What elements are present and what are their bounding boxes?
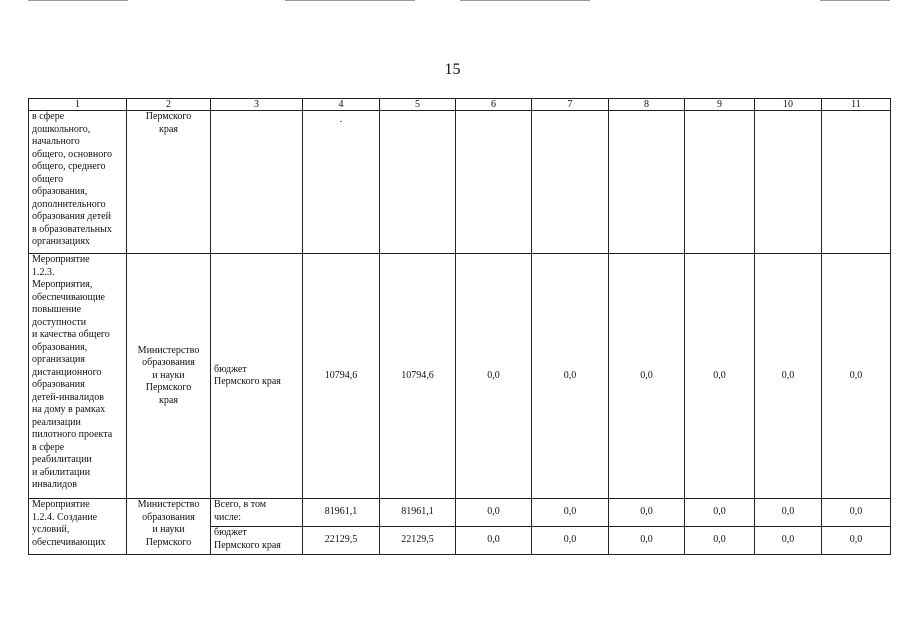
column-header: 6 [456, 99, 532, 111]
value-cell: 0,0 [822, 527, 891, 555]
value-cell: 0,0 [456, 499, 532, 527]
scan-edge-line [285, 0, 415, 1]
column-header: 5 [380, 99, 456, 111]
source-cell [211, 111, 303, 254]
value-cell: 0,0 [685, 527, 755, 555]
executor-cell: Министерство образования и науки Пермского края [127, 254, 211, 499]
scan-edge-line [460, 0, 590, 1]
scan-mark: · [339, 117, 343, 128]
value-cell [380, 111, 456, 254]
activity-name-cell: Мероприятие 1.2.4. Создание условий, обеспечивающих [29, 499, 127, 555]
value-cell [822, 111, 891, 254]
column-header: 3 [211, 99, 303, 111]
value-cell: 0,0 [532, 527, 609, 555]
value-cell [456, 111, 532, 254]
value-cell: 0,0 [822, 499, 891, 527]
table-row [29, 499, 891, 527]
value-cell [303, 111, 380, 254]
value-cell [609, 111, 685, 254]
source-cell: бюджет Пермского края [211, 527, 303, 555]
table-row [29, 254, 891, 499]
column-header: 4 [303, 99, 380, 111]
value-cell: 81961,1 [303, 499, 380, 527]
value-cell: 10794,6 [303, 254, 380, 499]
value-cell: 0,0 [609, 499, 685, 527]
value-cell: 0,0 [609, 254, 685, 499]
value-cell: 22129,5 [380, 527, 456, 555]
value-cell: 0,0 [532, 254, 609, 499]
scan-edge-line [28, 0, 128, 1]
table-row [29, 111, 891, 254]
executor-cell: Пермского края [127, 111, 211, 254]
value-cell: 10794,6 [380, 254, 456, 499]
value-cell: 0,0 [822, 254, 891, 499]
value-cell: 81961,1 [380, 499, 456, 527]
value-cell: 22129,5 [303, 527, 380, 555]
value-cell: 0,0 [755, 254, 822, 499]
header-row [29, 99, 891, 111]
column-header: 9 [685, 99, 755, 111]
column-header: 2 [127, 99, 211, 111]
source-cell: бюджет Пермского края [211, 254, 303, 499]
value-cell: 0,0 [456, 527, 532, 555]
scan-edge-line [820, 0, 890, 1]
value-cell [685, 111, 755, 254]
column-header: 11 [822, 99, 891, 111]
column-header: 7 [532, 99, 609, 111]
value-cell: 0,0 [456, 254, 532, 499]
page-number: 15 [444, 61, 461, 78]
column-header: 10 [755, 99, 822, 111]
value-cell: 0,0 [685, 499, 755, 527]
executor-cell: Министерство образования и науки Пермского [127, 499, 211, 555]
value-cell [755, 111, 822, 254]
activity-name-cell: Мероприятие 1.2.3. Мероприятия, обеспечивающие повышение доступности и качества общего образования, организация дистанционного образования детей-инвалидов на дому в рамках реализации пилотного проекта в сфере реабилитации и абилитации инвалидов [29, 254, 127, 499]
value-cell: 0,0 [755, 499, 822, 527]
column-header: 8 [609, 99, 685, 111]
budget-table [28, 98, 891, 555]
value-cell: 0,0 [532, 499, 609, 527]
source-cell: Всего, в том числе: [211, 499, 303, 527]
value-cell [532, 111, 609, 254]
value-cell: 0,0 [609, 527, 685, 555]
value-cell: 0,0 [685, 254, 755, 499]
activity-name-cell: в сфере дошкольного, начального общего, основного общего, среднего общего образования, дополнительного образования детей в образовательных организациях [29, 111, 127, 254]
column-header: 1 [29, 99, 127, 111]
value-cell: 0,0 [755, 527, 822, 555]
